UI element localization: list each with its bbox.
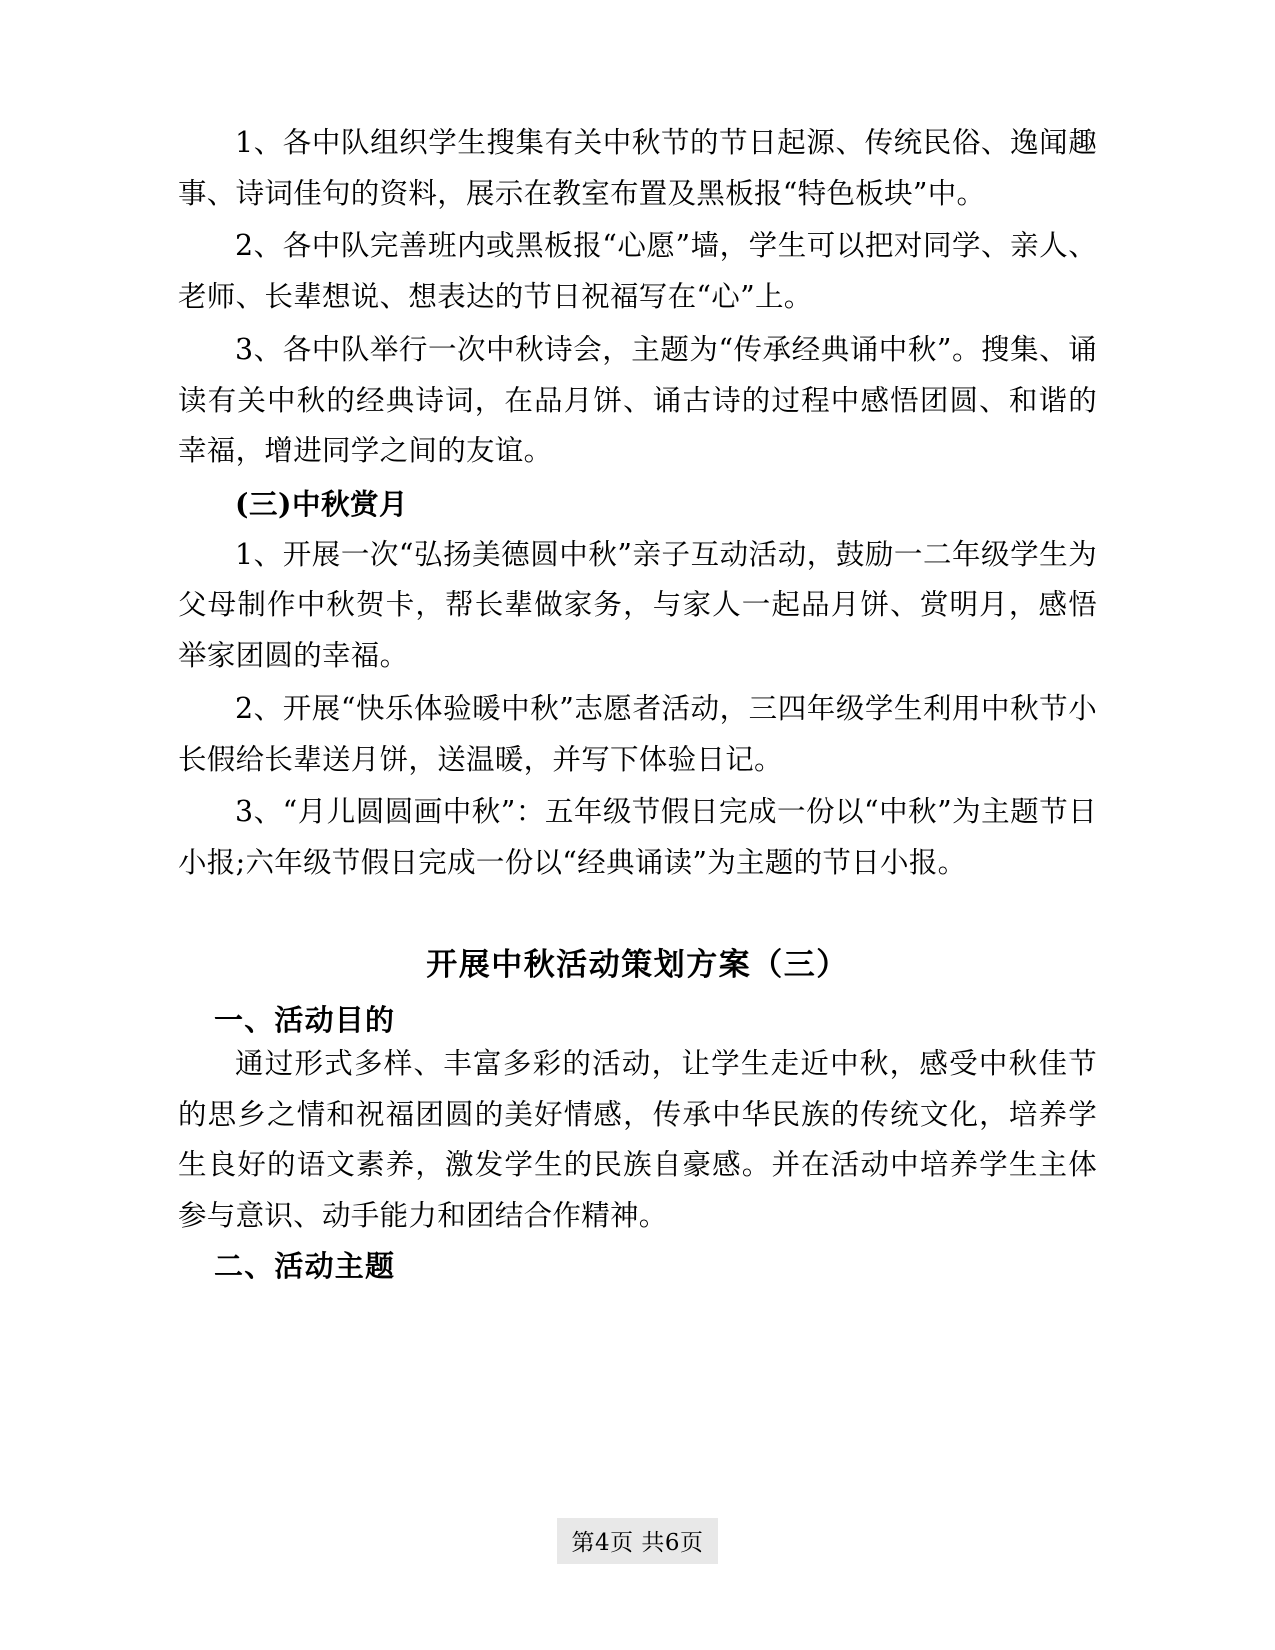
page-title: 开展中秋活动策划方案（三） (426, 946, 849, 983)
paragraph-activity-3: 3、各中队举行一次中秋诗会，主题为“传承经典诵中秋”。搜集、诵读有关中秋的经典诗词，在品月饼、诵古诗的过程中感悟团圆、和谐的幸福，增进同学之间的友谊。 (178, 332, 1097, 468)
paragraph-activity-2: 2、各中队完善班内或黑板报“心愿”墙，学生可以把对同学、亲人、老师、长辈想说、想表达的节日祝福写在“心”上。 (178, 229, 1097, 314)
paragraph-moon-2: 2、开展“快乐体验暖中秋”志愿者活动，三四年级学生利用中秋节小长假给长辈送月饼，送温暖，并写下体验日记。 (178, 691, 1097, 776)
page-number: 第4页 共6页 (557, 1518, 717, 1564)
title-spacer (178, 891, 1097, 905)
paragraph-moon-3: 3、“月儿圆圆画中秋”：五年级节假日完成一份以“中秋”为主题节日小报;六年级节假日完成一份以“经典诵读”为主题的节日小报。 (178, 795, 1097, 880)
paragraph-purpose: 通过形式多样、丰富多彩的活动，让学生走近中秋，感受中秋佳节的思乡之情和祝福团圆的美好情感，传承中华民族的传统文化，培养学生良好的语文素养，激发学生的民族自豪感。并在活动中培养学生主体参与意识、动手能力和团结合作精神。 (178, 1046, 1097, 1232)
page-footer (0, 1518, 1275, 1564)
paragraph-moon-1: 1、开展一次“弘扬美德圆中秋”亲子互动活动，鼓励一二年级学生为父母制作中秋贺卡，帮长辈做家务，与家人一起品月饼、赏明月，感悟举家团圆的幸福。 (178, 537, 1097, 673)
section-heading-purpose: 一、活动目的 (214, 1002, 396, 1037)
section-heading-theme: 二、活动主题 (214, 1248, 396, 1283)
subheading-moon-appreciation: (三)中秋赏月 (235, 487, 408, 522)
paragraph-activity-1: 1、各中队组织学生搜集有关中秋节的节日起源、传统民俗、逸闻趣事、诗词佳句的资料，展示在教室布置及黑板报“特色板块”中。 (178, 126, 1097, 210)
